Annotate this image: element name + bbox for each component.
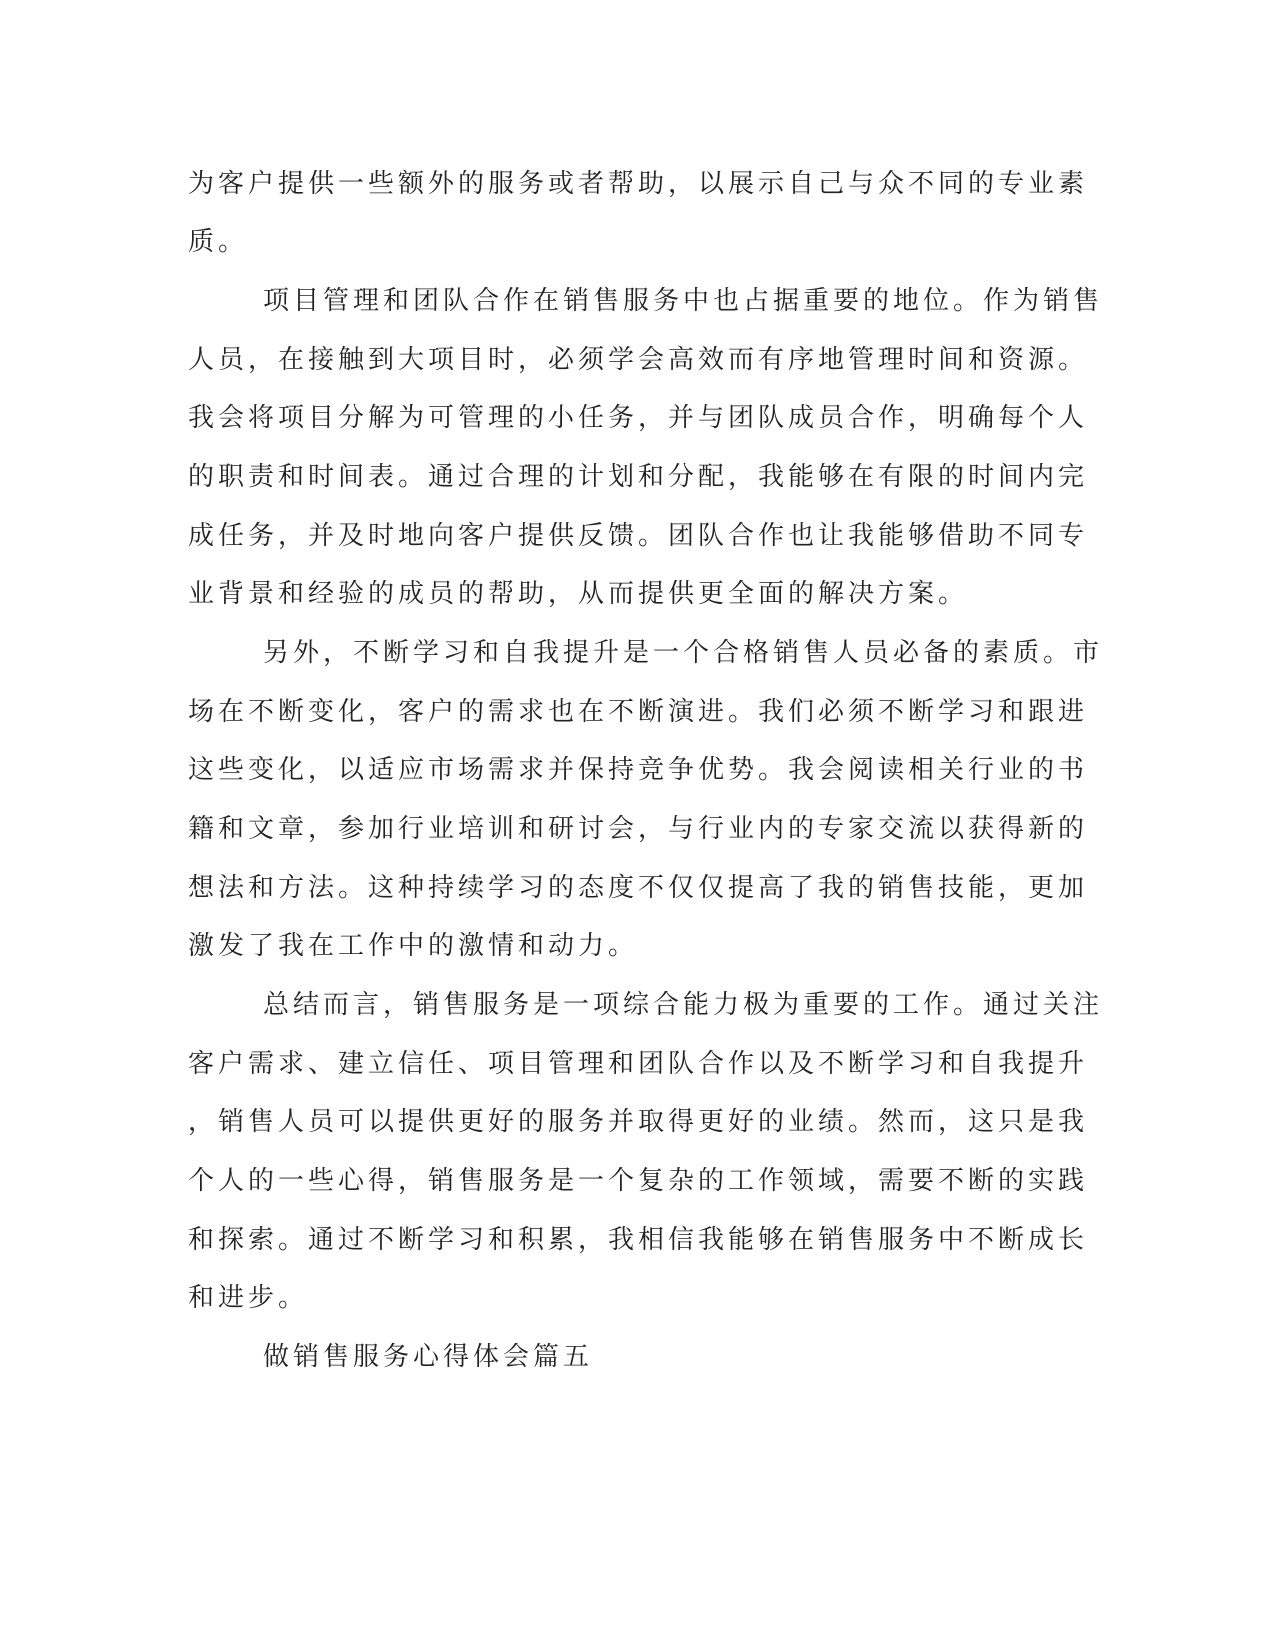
text-line: 我会将项目分解为可管理的小任务，并与团队成员合作，明确每个人 [188, 403, 1089, 433]
paragraph-first-line: 另外，不断学习和自我提升是一个合格销售人员必备的素质。市 [263, 638, 1104, 668]
text-line: 人员，在接触到大项目时，必须学会高效而有序地管理时间和资源。 [188, 345, 1089, 375]
text-line: 场在不断变化，客户的需求也在不断演进。我们必须不断学习和跟进 [188, 697, 1089, 727]
text-line: 质。 [188, 227, 249, 257]
text-line: 籍和文章，参加行业培训和研讨会，与行业内的专家交流以获得新的 [188, 814, 1089, 844]
text-line: 为客户提供一些额外的服务或者帮助，以展示自己与众不同的专业素 [188, 169, 1089, 199]
text-line: 和探索。通过不断学习和积累，我相信我能够在销售服务中不断成长 [188, 1225, 1089, 1255]
text-line: 业背景和经验的成员的帮助，从而提供更全面的解决方案。 [188, 579, 969, 609]
paragraph-first-line: 总结而言，销售服务是一项综合能力极为重要的工作。通过关注 [263, 990, 1104, 1020]
text-line: 的职责和时间表。通过合理的计划和分配，我能够在有限的时间内完 [188, 462, 1089, 492]
paragraph-first-line: 项目管理和团队合作在销售服务中也占据重要的地位。作为销售 [263, 286, 1104, 316]
section-heading: 做销售服务心得体会篇五 [263, 1342, 594, 1372]
text-line: 和进步。 [188, 1283, 309, 1313]
text-line: 成任务，并及时地向客户提供反馈。团队合作也让我能够借助不同专 [188, 521, 1089, 551]
text-line: 这些变化，以适应市场需求并保持竞争优势。我会阅读相关行业的书 [188, 755, 1089, 785]
text-line: 个人的一些心得，销售服务是一个复杂的工作领域，需要不断的实践 [188, 1166, 1089, 1196]
text-line: 客户需求、建立信任、项目管理和团队合作以及不断学习和自我提升 [188, 1049, 1089, 1079]
text-line: 激发了我在工作中的激情和动力。 [188, 931, 639, 961]
text-line: 想法和方法。这种持续学习的态度不仅仅提高了我的销售技能，更加 [188, 873, 1089, 903]
text-line: ，销售人员可以提供更好的服务并取得更好的业绩。然而，这只是我 [188, 1107, 1089, 1137]
